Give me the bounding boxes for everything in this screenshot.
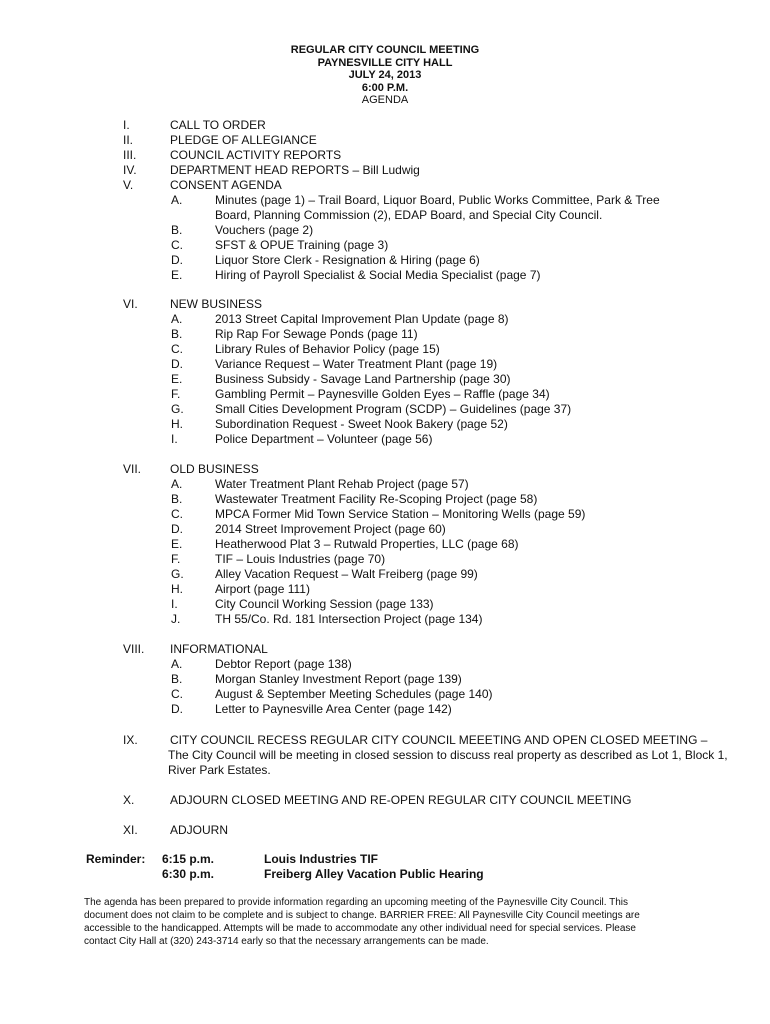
agenda-item-text: 2014 Street Improvement Project (page 60) (215, 522, 446, 536)
agenda-item-letter: G. (171, 402, 184, 416)
reminder-time: 6:30 p.m. (162, 867, 215, 881)
section-title: PLEDGE OF ALLEGIANCE (170, 133, 317, 147)
agenda-item-letter: A. (171, 193, 183, 207)
agenda-item-letter: A. (171, 312, 183, 326)
agenda-item-letter: E. (171, 268, 183, 282)
agenda-item-letter: A. (171, 657, 183, 671)
agenda-item-letter: G. (171, 567, 184, 581)
section-number: VII. (123, 462, 142, 476)
agenda-item-text: Minutes (page 1) – Trail Board, Liquor Board, Public Works Committee, Park & Tree (215, 193, 660, 207)
section-title: CONSENT AGENDA (170, 178, 282, 192)
agenda-item-letter: B. (171, 492, 183, 506)
agenda-item-text: Business Subsidy - Savage Land Partnership (page 30) (215, 372, 511, 386)
section-number: VIII. (123, 642, 145, 656)
agenda-item-letter: I. (171, 597, 178, 611)
agenda-item-letter: D. (171, 522, 183, 536)
section-title: COUNCIL ACTIVITY REPORTS (170, 148, 342, 162)
section-number: I. (123, 118, 130, 132)
agenda-item-letter: D. (171, 357, 183, 371)
agenda-item-letter: H. (171, 417, 183, 431)
meeting-title: REGULAR CITY COUNCIL MEETING (290, 44, 480, 56)
meeting-date: JULY 24, 2013 (348, 69, 422, 81)
agenda-item-letter: B. (171, 327, 183, 341)
section-title: DEPARTMENT HEAD REPORTS – Bill Ludwig (170, 163, 420, 177)
agenda-item-text: SFST & OPUE Training (page 3) (215, 238, 389, 252)
agenda-item-text: Letter to Paynesville Area Center (page 142) (215, 702, 452, 716)
agenda-item-text: Morgan Stanley Investment Report (page 139) (215, 672, 462, 686)
meeting-location: PAYNESVILLE CITY HALL (317, 56, 453, 69)
agenda-item-text: Debtor Report (page 138) (215, 657, 352, 671)
agenda-item-letter: F. (171, 552, 181, 566)
agenda-item-text: Police Department – Volunteer (page 56) (215, 432, 433, 446)
agenda-item-text: Rip Rap For Sewage Ponds (page 11) (215, 327, 418, 341)
agenda-item-text: Subordination Request - Sweet Nook Bakery (page 52) (215, 417, 508, 431)
agenda-item-letter: H. (171, 582, 183, 596)
section-title: CITY COUNCIL RECESS REGULAR CITY COUNCIL MEEETING AND OPEN CLOSED MEETING – (170, 733, 708, 747)
section-number: II. (123, 133, 134, 147)
agenda-item-letter: C. (171, 342, 183, 356)
agenda-item-letter: B. (171, 672, 183, 686)
agenda-item-letter: A. (171, 477, 183, 491)
section-number: IV. (123, 163, 137, 177)
agenda-item-text: August & September Meeting Schedules (page 140) (215, 687, 493, 701)
section-number: X. (123, 793, 135, 807)
agenda-item-text: Gambling Permit – Paynesville Golden Eyes – Raffle (page 34) (215, 387, 550, 401)
agenda-item-letter: E. (171, 537, 183, 551)
agenda-item-text: Heatherwood Plat 3 – Rutwald Properties, LLC (page 68) (215, 537, 519, 551)
section-description: The City Council will be meeting in closed session to discuss real property as described as Lot 1, Block 1, River Park Estates. (168, 748, 728, 777)
section-number: V. (123, 178, 134, 192)
agenda-item-text: Hiring of Payroll Specialist & Social Media Specialist (page 7) (215, 268, 541, 282)
agenda-item-text: Variance Request – Water Treatment Plant (page 19) (215, 357, 498, 371)
agenda-header (0, 44, 770, 107)
section-title: ADJOURN CLOSED MEETING AND RE-OPEN REGULAR CITY COUNCIL MEETING (170, 793, 632, 807)
agenda-item-text: TIF – Louis Industries (page 70) (215, 552, 386, 566)
section-number: XI. (123, 823, 138, 837)
agenda-item-letter: F. (171, 387, 181, 401)
agenda-item-text: Alley Vacation Request – Walt Freiberg (page 99) (215, 567, 478, 581)
agenda-item-letter: J. (171, 612, 181, 626)
section-title: INFORMATIONAL (170, 642, 268, 656)
section-number: VI. (123, 297, 138, 311)
agenda-item-letter: I. (171, 432, 178, 446)
reminder-text: Louis Industries TIF (264, 852, 379, 866)
section-number: IX. (123, 733, 138, 747)
agenda-item-text: Small Cities Development Program (SCDP) – Guidelines (page 37) (215, 402, 572, 416)
agenda-heading: AGENDA (361, 94, 409, 106)
section-number: III. (123, 148, 137, 162)
agenda-item-text: MPCA Former Mid Town Service Station – Monitoring Wells (page 59) (215, 507, 586, 521)
agenda-item-letter: D. (171, 702, 183, 716)
reminder-time: 6:15 p.m. (162, 852, 215, 866)
section-title: OLD BUSINESS (170, 462, 259, 476)
agenda-item-letter: C. (171, 507, 183, 521)
section-title: CALL TO ORDER (170, 118, 266, 132)
section-title: NEW BUSINESS (170, 297, 263, 311)
agenda-item-text: City Council Working Session (page 133) (215, 597, 434, 611)
agenda-item-letter: B. (171, 223, 183, 237)
agenda-item-letter: C. (171, 687, 183, 701)
meeting-time: 6:00 P.M. (361, 81, 409, 94)
agenda-item-text: TH 55/Co. Rd. 181 Intersection Project (page 134) (215, 612, 483, 626)
agenda-item-text: Wastewater Treatment Facility Re-Scoping Project (page 58) (215, 492, 538, 506)
reminder-label: Reminder: (86, 852, 146, 866)
agenda-item-text: Water Treatment Plant Rehab Project (page 57) (215, 477, 469, 491)
agenda-item-text: Airport (page 111) (215, 582, 310, 596)
agenda-item-letter: D. (171, 253, 183, 267)
agenda-item-text: Library Rules of Behavior Policy (page 15) (215, 342, 440, 356)
agenda-item-letter: C. (171, 238, 183, 252)
reminder-text: Freiberg Alley Vacation Public Hearing (264, 867, 484, 881)
agenda-item-text: Vouchers (page 2) (215, 223, 314, 237)
agenda-item-text: 2013 Street Capital Improvement Plan Update (page 8) (215, 312, 509, 326)
section-title: ADJOURN (170, 823, 229, 837)
agenda-item-text: Liquor Store Clerk - Resignation & Hiring (page 6) (215, 253, 480, 267)
agenda-item-text: Board, Planning Commission (2), EDAP Board, and Special City Council. (215, 208, 603, 222)
footer-disclaimer: The agenda has been prepared to provide information regarding an upcoming meeting of the Paynesville City Council. This document does not claim to be complete and is subject to change. BARRIER FREE: All Paynesville City Council meetings are accessible to the handicapped. Attempts will be made to accommodate any other individual need for special services. Please contact City Hall at (320) 243-3714 early so that the necessary arrangements can be made. (84, 897, 640, 947)
agenda-item-letter: E. (171, 372, 183, 386)
